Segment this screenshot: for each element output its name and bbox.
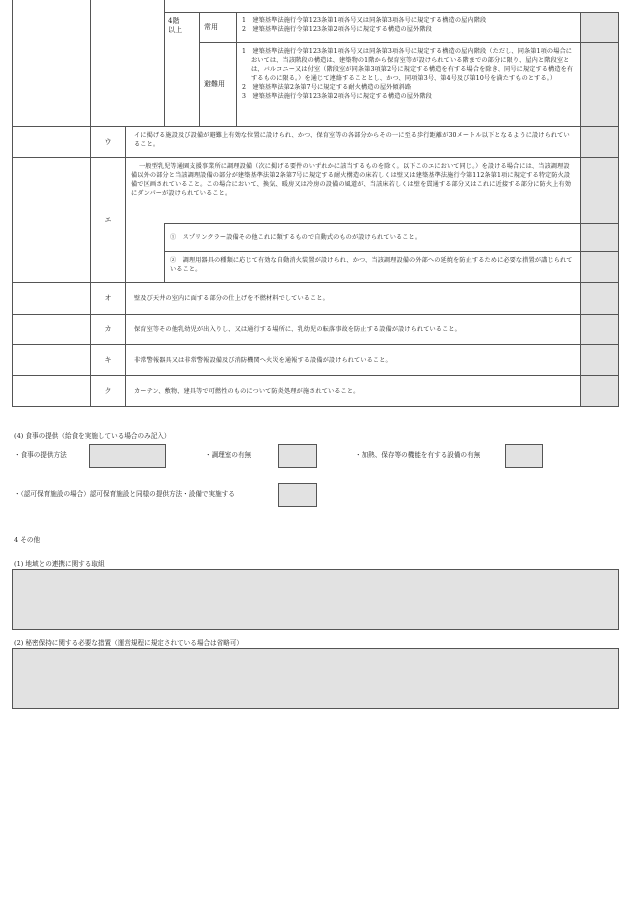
e-check-box[interactable] [580,157,619,224]
o-label: オ [104,294,112,302]
ki-left-blank [12,344,91,376]
e-left-blank [12,157,91,283]
ka-text: 保育室等その他乳幼児が出入りし、又は通行する場所に、乳幼児の転落事故を防止する設備が設けられていること。 [134,326,461,333]
meal-method-field[interactable] [89,444,166,468]
ku-left-blank [12,375,91,407]
hinan-label-cell [199,42,237,127]
o-text-cell [125,282,581,315]
e-text-cell [125,157,581,224]
ka-label-cell [90,314,126,345]
facility-table [0,0,630,412]
joyo-text-cell [236,12,581,43]
other-heading: 4 その他 [14,536,41,544]
e-sub-blank [125,223,165,283]
kitchen-field[interactable] [278,444,317,468]
e-label-cell [90,157,126,283]
ku-text-cell [125,375,581,407]
o-text: 壁及び天井の室内に面する部分の仕上げを不燃材料でしていること。 [134,295,329,302]
joyo-item-2: 2 建築基準法施行令第123条第2項各号に規定する構造の屋外階段 [242,26,432,33]
ki-check-box[interactable] [580,344,619,376]
e-label: エ [104,215,112,224]
e-sub1-cell [164,223,581,252]
hinan-check-box[interactable] [580,42,619,127]
ka-label: カ [104,325,112,333]
heating-label: ・加熱、保存等の機能を有する設備の有無 [355,451,481,459]
ka-check-box[interactable] [580,314,619,345]
u-text-cell [125,126,581,158]
floor-label: 4階 以上 [168,17,182,34]
u-text: イに掲げる施設及び設備が避難上有効な位置に設けられ、かつ、保育室等の各部分からその一に至る歩行距離が30メートル以下となるように設けられていること。 [134,132,570,148]
ki-text: 非常警報器具又は非常警報設備及び消防機関へ火災を通報する設備が設けられていること。 [134,356,392,364]
left-blank-column [12,0,91,127]
hinan-item-1: 1 建築基準法施行令第123条第1項各号又は同条第3項各号に規定する構造の屋内階段（ただし、同条第1項の場合においては、当該階段の構造は、建築物の1階から保育室等が設けられている階までの部分に限り、屋内と階段室とは、バルコニー又は付室（階段室が同条第3項第2号に規定する構造を有する場合を除き、同号に規定する構造を有するものに限る。）を通じて連絡することとし、かつ、同項第3号、第4号及び第10号を満たすものとする。） [242,48,574,82]
ki-label-cell [90,344,126,376]
e-sub1-check-box[interactable] [580,223,619,252]
community-field[interactable] [12,569,619,630]
category-blank-column [90,0,165,127]
kitchen-label: ・調理室の有無 [205,451,252,459]
community-label: (1) 地域との連携に関する取組 [14,560,105,568]
u-label: ウ [104,137,112,146]
joyo-label: 常用 [204,23,218,31]
ki-text-cell [125,344,581,376]
ku-label-cell [90,375,126,407]
o-left-blank [12,282,91,315]
ku-label: ク [104,386,112,395]
privacy-label: (2) 秘密保持に関する必要な措置（運営規程に規定されている場合は省略可） [14,639,244,647]
e-sub1-text: ① スプリンクラー設備その他これに類するもので自動式のものが設けられていること。 [170,234,422,241]
o-label-cell [90,282,126,315]
hinan-label: 避難用 [204,80,225,88]
hinan-item-2: 2 建築基準法第2条第7号に規定する耐火構造の屋外傾斜路 [242,84,412,91]
privacy-field[interactable] [12,648,619,709]
same-method-field[interactable] [278,483,317,507]
e-sub2-text: ② 調理用器具の種類に応じて有効な自動消火装置が設けられ、かつ、当該調理設備の外部への延焼を防止するために必要な措置が講じられていること。 [170,257,573,273]
u-left-blank [12,126,91,158]
u-check-box[interactable] [580,126,619,158]
floor-label-cell [164,12,200,127]
ku-check-box[interactable] [580,375,619,407]
meal-heading: (4) 食事の提供（給食を実施している場合のみ記入） [14,432,171,440]
ku-text: カーテン、敷物、建具等で可燃性のものについて防炎処理が施されていること。 [134,387,360,395]
ka-text-cell [125,314,581,345]
hinan-item-3: 3 建築基準法施行令第123条第2項各号に規定する構造の屋外階段 [242,93,432,100]
o-check-box[interactable] [580,282,619,315]
joyo-label-cell [199,12,237,43]
ka-left-blank [12,314,91,345]
meal-method-label: ・食事の提供方法 [14,451,67,459]
joyo-check-box[interactable] [580,12,619,43]
ki-label: キ [104,355,112,364]
e-sub2-check-box[interactable] [580,251,619,283]
joyo-item-1: 1 建築基準法施行令第123条第1項各号又は同条第3項各号に規定する構造の屋内階段 [242,17,487,24]
heating-field[interactable] [505,444,543,468]
hinan-text-cell [236,42,581,127]
e-text: 一般型乳児等通園支援事業所に調理設備（次に掲げる要件のいずれかに該当するものを除く。以下このエにおいて同じ。）を設ける場合には、当該調理設備以外の部分と当該調理設備の部分が建築基準法第2条第7号に規定する耐火構造の床若しくは壁又は建築基準法施行令第112条第1項に規定する特定防火設備で区画されていること。この場合において、換気、暖房又は冷房の設備の風道が、当該床若しくは壁を貫通する部分又はこれに近接する部分に防火上有効にダンパーが設けられていること。 [131,163,571,197]
u-label-cell [90,126,126,158]
same-method-label: ・（認可保育施設の場合）認可保育施設と同様の提供方法・設備で実施する [14,490,235,498]
e-sub2-cell [164,251,581,283]
